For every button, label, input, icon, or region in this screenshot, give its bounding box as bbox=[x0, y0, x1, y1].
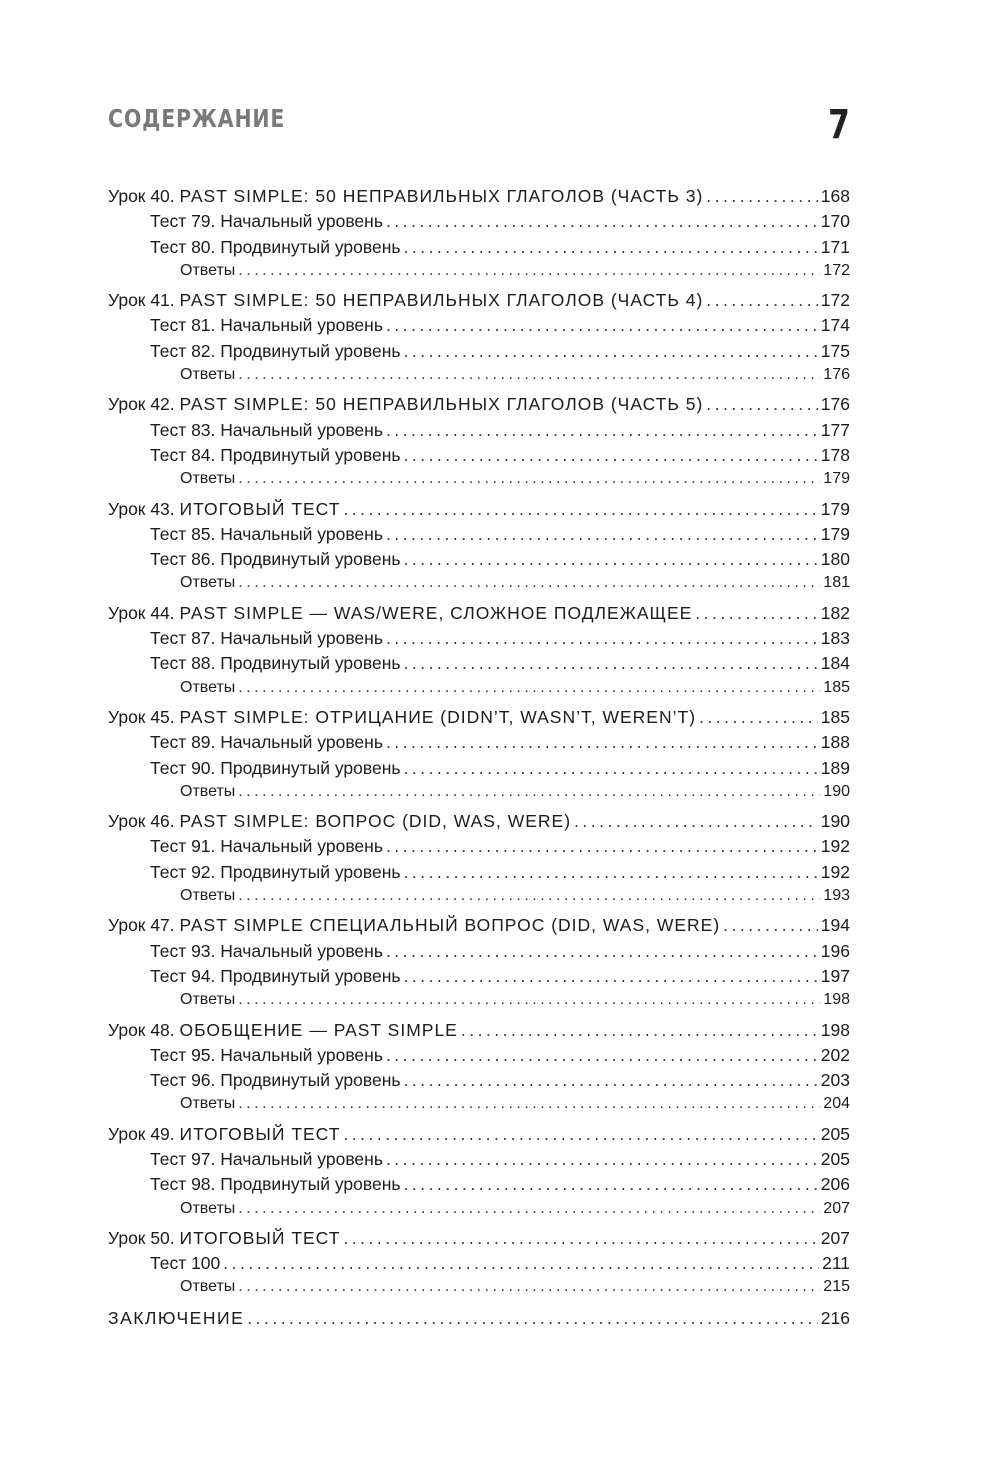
entry-page: 181 bbox=[823, 574, 850, 592]
lesson-group bbox=[108, 186, 850, 287]
lesson-title bbox=[108, 1228, 340, 1249]
entry-label: Ответы bbox=[180, 574, 236, 592]
lesson-name: ИТОГОВЫЙ ТЕСТ bbox=[179, 498, 341, 519]
dot-leader bbox=[238, 1095, 820, 1113]
lesson-group bbox=[108, 707, 850, 808]
entry-page: 179 bbox=[820, 523, 850, 544]
dot-leader bbox=[238, 1200, 820, 1218]
test-entry[interactable] bbox=[108, 1174, 850, 1199]
lesson-name: PAST SIMPLE: 50 НЕПРАВИЛЬНЫХ ГЛАГОЛОВ (ЧАСТЬ 3) bbox=[179, 186, 704, 206]
entry-label: Ответы bbox=[180, 470, 236, 488]
lesson-title bbox=[108, 1124, 340, 1145]
entry-page: 190 bbox=[823, 782, 850, 800]
entry-page: 206 bbox=[820, 1174, 850, 1195]
dot-leader bbox=[403, 966, 817, 987]
lesson-number: Урок 49. bbox=[108, 1123, 180, 1144]
entry-label: Тест 92. Продвинутый уровень bbox=[150, 861, 401, 882]
test-entry[interactable] bbox=[108, 549, 850, 574]
dot-leader bbox=[461, 1020, 818, 1041]
lesson-page: 168 bbox=[820, 186, 850, 206]
lesson-entry[interactable] bbox=[108, 1228, 850, 1253]
test-entry[interactable] bbox=[108, 941, 850, 966]
lesson-number: Урок 46. bbox=[108, 811, 180, 832]
lesson-group bbox=[108, 603, 850, 704]
lesson-name: ИТОГОВЫЙ ТЕСТ bbox=[179, 1123, 341, 1144]
lesson-page: 179 bbox=[820, 498, 850, 519]
dot-leader bbox=[343, 1228, 817, 1249]
lesson-group bbox=[108, 915, 850, 1016]
dot-leader bbox=[706, 394, 818, 415]
test-entry[interactable] bbox=[108, 237, 850, 262]
entry-label: Тест 94. Продвинутый уровень bbox=[150, 965, 401, 986]
dot-leader bbox=[706, 290, 818, 311]
entry-page: 180 bbox=[820, 549, 850, 570]
entry-page: 192 bbox=[820, 836, 850, 857]
entry-label: Тест 87. Начальный уровень bbox=[150, 628, 383, 649]
dot-leader bbox=[238, 783, 820, 801]
test-entry[interactable] bbox=[108, 420, 850, 445]
test-entry[interactable] bbox=[108, 653, 850, 678]
dot-leader bbox=[723, 915, 818, 936]
dot-leader bbox=[238, 991, 820, 1009]
entry-page: 197 bbox=[820, 965, 850, 986]
entry-page: 192 bbox=[820, 861, 850, 882]
dot-leader bbox=[386, 524, 818, 545]
entry-label: Ответы bbox=[180, 1095, 236, 1113]
lesson-entry[interactable] bbox=[108, 1124, 850, 1149]
entry-page: 177 bbox=[820, 419, 850, 440]
entry-page: 189 bbox=[820, 757, 850, 778]
dot-leader bbox=[386, 1045, 818, 1066]
lesson-name: ИТОГОВЫЙ ТЕСТ bbox=[179, 1227, 341, 1248]
entry-label: Тест 88. Продвинутый уровень bbox=[150, 653, 401, 674]
dot-leader bbox=[343, 499, 817, 520]
lesson-group bbox=[108, 1020, 850, 1121]
lesson-name: PAST SIMPLE: 50 НЕПРАВИЛЬНЫХ ГЛАГОЛОВ (ЧАСТЬ 5) bbox=[179, 394, 704, 415]
test-entry[interactable] bbox=[108, 1045, 850, 1070]
entry-page: 178 bbox=[820, 444, 850, 465]
entry-label: Тест 91. Начальный уровень bbox=[150, 836, 383, 857]
lesson-group bbox=[108, 1124, 850, 1225]
answers-entry[interactable] bbox=[108, 366, 850, 391]
entry-label: Тест 89. Начальный уровень bbox=[150, 732, 383, 753]
entry-label: Тест 100 bbox=[150, 1253, 221, 1274]
entry-label: Ответы bbox=[180, 366, 236, 384]
entry-page: 174 bbox=[820, 315, 850, 336]
test-entry[interactable] bbox=[108, 524, 850, 549]
entry-page: 196 bbox=[820, 940, 850, 961]
dot-leader bbox=[386, 315, 818, 336]
dot-leader bbox=[386, 628, 818, 649]
entry-page: 175 bbox=[820, 340, 850, 361]
lesson-number: Урок 50. bbox=[108, 1227, 180, 1248]
entry-label: Тест 84. Продвинутый уровень bbox=[150, 444, 401, 465]
answers-entry[interactable] bbox=[108, 574, 850, 599]
dot-leader bbox=[403, 341, 817, 362]
entry-label: Тест 81. Начальный уровень bbox=[150, 315, 383, 336]
dot-leader bbox=[386, 941, 818, 962]
section-header-title: СОДЕРЖАНИЕ bbox=[108, 104, 286, 133]
test-entry[interactable] bbox=[108, 628, 850, 653]
entry-label: Тест 82. Продвинутый уровень bbox=[150, 340, 401, 361]
table-of-contents bbox=[108, 186, 850, 1333]
entry-page: 205 bbox=[820, 1148, 850, 1169]
dot-leader bbox=[403, 758, 817, 779]
lesson-group bbox=[108, 499, 850, 600]
test-entry[interactable] bbox=[108, 732, 850, 757]
lesson-name: ОБОБЩЕНИЕ — PAST SIMPLE bbox=[179, 1019, 458, 1040]
lesson-entry[interactable] bbox=[108, 186, 850, 211]
dot-leader bbox=[238, 1278, 820, 1296]
entry-label: Ответы bbox=[180, 1278, 236, 1296]
dot-leader bbox=[223, 1253, 819, 1274]
lesson-page: 172 bbox=[820, 290, 850, 311]
dot-leader bbox=[403, 445, 817, 466]
lesson-number: Урок 43. bbox=[108, 498, 180, 519]
lesson-title bbox=[108, 186, 703, 207]
entry-label: Ответы bbox=[180, 887, 236, 905]
entry-label: Тест 85. Начальный уровень bbox=[150, 523, 383, 544]
lesson-page: 190 bbox=[820, 811, 850, 832]
entry-page: 179 bbox=[823, 470, 850, 488]
answers-entry[interactable] bbox=[108, 262, 850, 287]
dot-leader bbox=[403, 549, 817, 570]
entry-label: Тест 79. Начальный уровень bbox=[150, 211, 383, 232]
entry-page: 204 bbox=[823, 1095, 850, 1113]
lesson-number: Урок 41. bbox=[108, 290, 180, 311]
answers-entry[interactable] bbox=[108, 1278, 850, 1303]
dot-leader bbox=[238, 574, 820, 592]
dot-leader bbox=[574, 811, 818, 832]
dot-leader bbox=[386, 420, 818, 441]
test-entry[interactable] bbox=[108, 836, 850, 861]
test-entry[interactable] bbox=[108, 445, 850, 470]
entry-label: Тест 96. Продвинутый уровень bbox=[150, 1070, 401, 1091]
test-entry[interactable] bbox=[108, 211, 850, 236]
lesson-number: Урок 48. bbox=[108, 1019, 180, 1040]
lesson-group bbox=[108, 1228, 850, 1304]
answers-entry[interactable] bbox=[108, 783, 850, 808]
dot-leader bbox=[403, 862, 817, 883]
entry-label: Тест 98. Продвинутый уровень bbox=[150, 1174, 401, 1195]
dot-leader bbox=[403, 653, 817, 674]
dot-leader bbox=[706, 186, 818, 207]
dot-leader bbox=[343, 1124, 817, 1145]
dot-leader bbox=[403, 237, 817, 258]
lesson-number: Урок 40. bbox=[108, 186, 180, 206]
lesson-page: 207 bbox=[820, 1227, 850, 1248]
dot-leader bbox=[238, 470, 820, 488]
entry-page: 203 bbox=[820, 1070, 850, 1091]
dot-leader bbox=[386, 1149, 818, 1170]
lesson-group bbox=[108, 394, 850, 495]
entry-page: 172 bbox=[823, 261, 850, 279]
dot-leader bbox=[247, 1308, 818, 1329]
entry-page: 176 bbox=[823, 366, 850, 384]
answers-entry[interactable] bbox=[108, 679, 850, 704]
entry-label: Ответы bbox=[180, 261, 236, 279]
test-entry[interactable] bbox=[108, 758, 850, 783]
entry-page: 183 bbox=[820, 628, 850, 649]
dot-leader bbox=[238, 679, 820, 697]
lesson-page: 194 bbox=[820, 915, 850, 936]
entry-page: 215 bbox=[823, 1278, 850, 1296]
entry-label: Ответы bbox=[180, 991, 236, 1009]
entry-label: Ответы bbox=[180, 1199, 236, 1217]
entry-label: Ответы bbox=[180, 678, 236, 696]
conclusion-title: ЗАКЛЮЧЕНИЕ bbox=[108, 1307, 245, 1328]
dot-leader bbox=[699, 707, 818, 728]
entry-label: Ответы bbox=[180, 782, 236, 800]
dot-leader bbox=[238, 366, 820, 384]
lesson-title bbox=[108, 290, 703, 311]
test-entry[interactable] bbox=[108, 862, 850, 887]
lesson-page: 185 bbox=[820, 706, 850, 727]
dot-leader bbox=[695, 603, 818, 624]
lesson-name: PAST SIMPLE: 50 НЕПРАВИЛЬНЫХ ГЛАГОЛОВ (ЧАСТЬ 4) bbox=[179, 290, 704, 311]
entry-page: 202 bbox=[820, 1044, 850, 1065]
lesson-name: PAST SIMPLE СПЕЦИАЛЬНЫЙ ВОПРОС (DID, WAS, WERE) bbox=[179, 915, 721, 936]
entry-page: 193 bbox=[823, 887, 850, 905]
answers-entry[interactable] bbox=[108, 887, 850, 912]
entry-label: Тест 83. Начальный уровень bbox=[150, 419, 383, 440]
test-entry[interactable] bbox=[108, 1253, 850, 1278]
test-entry[interactable] bbox=[108, 1070, 850, 1095]
entry-label: Тест 95. Начальный уровень bbox=[150, 1044, 383, 1065]
test-entry[interactable] bbox=[108, 315, 850, 340]
dot-leader bbox=[386, 732, 818, 753]
lesson-group bbox=[108, 811, 850, 912]
page-number: 7 bbox=[828, 102, 850, 148]
lesson-title bbox=[108, 915, 720, 936]
entry-page: 184 bbox=[820, 653, 850, 674]
conclusion-entry[interactable] bbox=[108, 1308, 850, 1333]
entry-page: 211 bbox=[822, 1253, 850, 1274]
answers-entry[interactable] bbox=[108, 991, 850, 1016]
lesson-name: PAST SIMPLE: ОТРИЦАНИЕ (DIDN’T, WASN’T, WEREN’T) bbox=[179, 706, 697, 727]
lesson-title bbox=[108, 603, 692, 624]
entry-label: Тест 80. Продвинутый уровень bbox=[150, 236, 401, 257]
entry-page: 207 bbox=[823, 1199, 850, 1217]
test-entry[interactable] bbox=[108, 966, 850, 991]
test-entry[interactable] bbox=[108, 1149, 850, 1174]
lesson-title bbox=[108, 499, 340, 520]
lesson-name: PAST SIMPLE: ВОПРОС (DID, WAS, WERE) bbox=[179, 811, 572, 832]
lesson-number: Урок 42. bbox=[108, 394, 180, 415]
lesson-number: Урок 44. bbox=[108, 602, 180, 623]
lesson-page: 205 bbox=[820, 1123, 850, 1144]
test-entry[interactable] bbox=[108, 341, 850, 366]
lesson-entry[interactable] bbox=[108, 394, 850, 419]
entry-label: Тест 90. Продвинутый уровень bbox=[150, 757, 401, 778]
lesson-number: Урок 45. bbox=[108, 706, 180, 727]
answers-entry[interactable] bbox=[108, 470, 850, 495]
entry-label: Тест 93. Начальный уровень bbox=[150, 940, 383, 961]
lesson-entry[interactable] bbox=[108, 603, 850, 628]
lesson-entry[interactable] bbox=[108, 915, 850, 940]
conclusion-page: 216 bbox=[820, 1307, 850, 1328]
lesson-title bbox=[108, 394, 703, 415]
lesson-entry[interactable] bbox=[108, 811, 850, 836]
entry-label: Тест 86. Продвинутый уровень bbox=[150, 549, 401, 570]
lesson-page: 182 bbox=[820, 602, 850, 623]
lesson-entry[interactable] bbox=[108, 290, 850, 315]
entry-label: Тест 97. Начальный уровень bbox=[150, 1148, 383, 1169]
lesson-group bbox=[108, 290, 850, 391]
lesson-entry[interactable] bbox=[108, 1020, 850, 1045]
dot-leader bbox=[238, 887, 820, 905]
lesson-entry[interactable] bbox=[108, 707, 850, 732]
lesson-entry[interactable] bbox=[108, 499, 850, 524]
dot-leader bbox=[386, 836, 818, 857]
lesson-name: PAST SIMPLE — WAS/WERE, СЛОЖНОЕ ПОДЛЕЖАЩЕЕ bbox=[179, 602, 693, 623]
answers-entry[interactable] bbox=[108, 1095, 850, 1120]
lesson-title bbox=[108, 707, 696, 728]
dot-leader bbox=[238, 262, 820, 280]
lesson-title bbox=[108, 1020, 458, 1041]
entry-page: 171 bbox=[820, 236, 850, 257]
entry-page: 188 bbox=[820, 732, 850, 753]
dot-leader bbox=[386, 211, 818, 232]
answers-entry[interactable] bbox=[108, 1200, 850, 1225]
entry-page: 198 bbox=[823, 991, 850, 1009]
lesson-page: 198 bbox=[820, 1019, 850, 1040]
entry-page: 170 bbox=[820, 211, 850, 232]
dot-leader bbox=[403, 1070, 817, 1091]
entry-page: 185 bbox=[823, 678, 850, 696]
lesson-title bbox=[108, 811, 571, 832]
dot-leader bbox=[403, 1174, 817, 1195]
lesson-number: Урок 47. bbox=[108, 915, 180, 936]
lesson-page: 176 bbox=[820, 394, 850, 415]
